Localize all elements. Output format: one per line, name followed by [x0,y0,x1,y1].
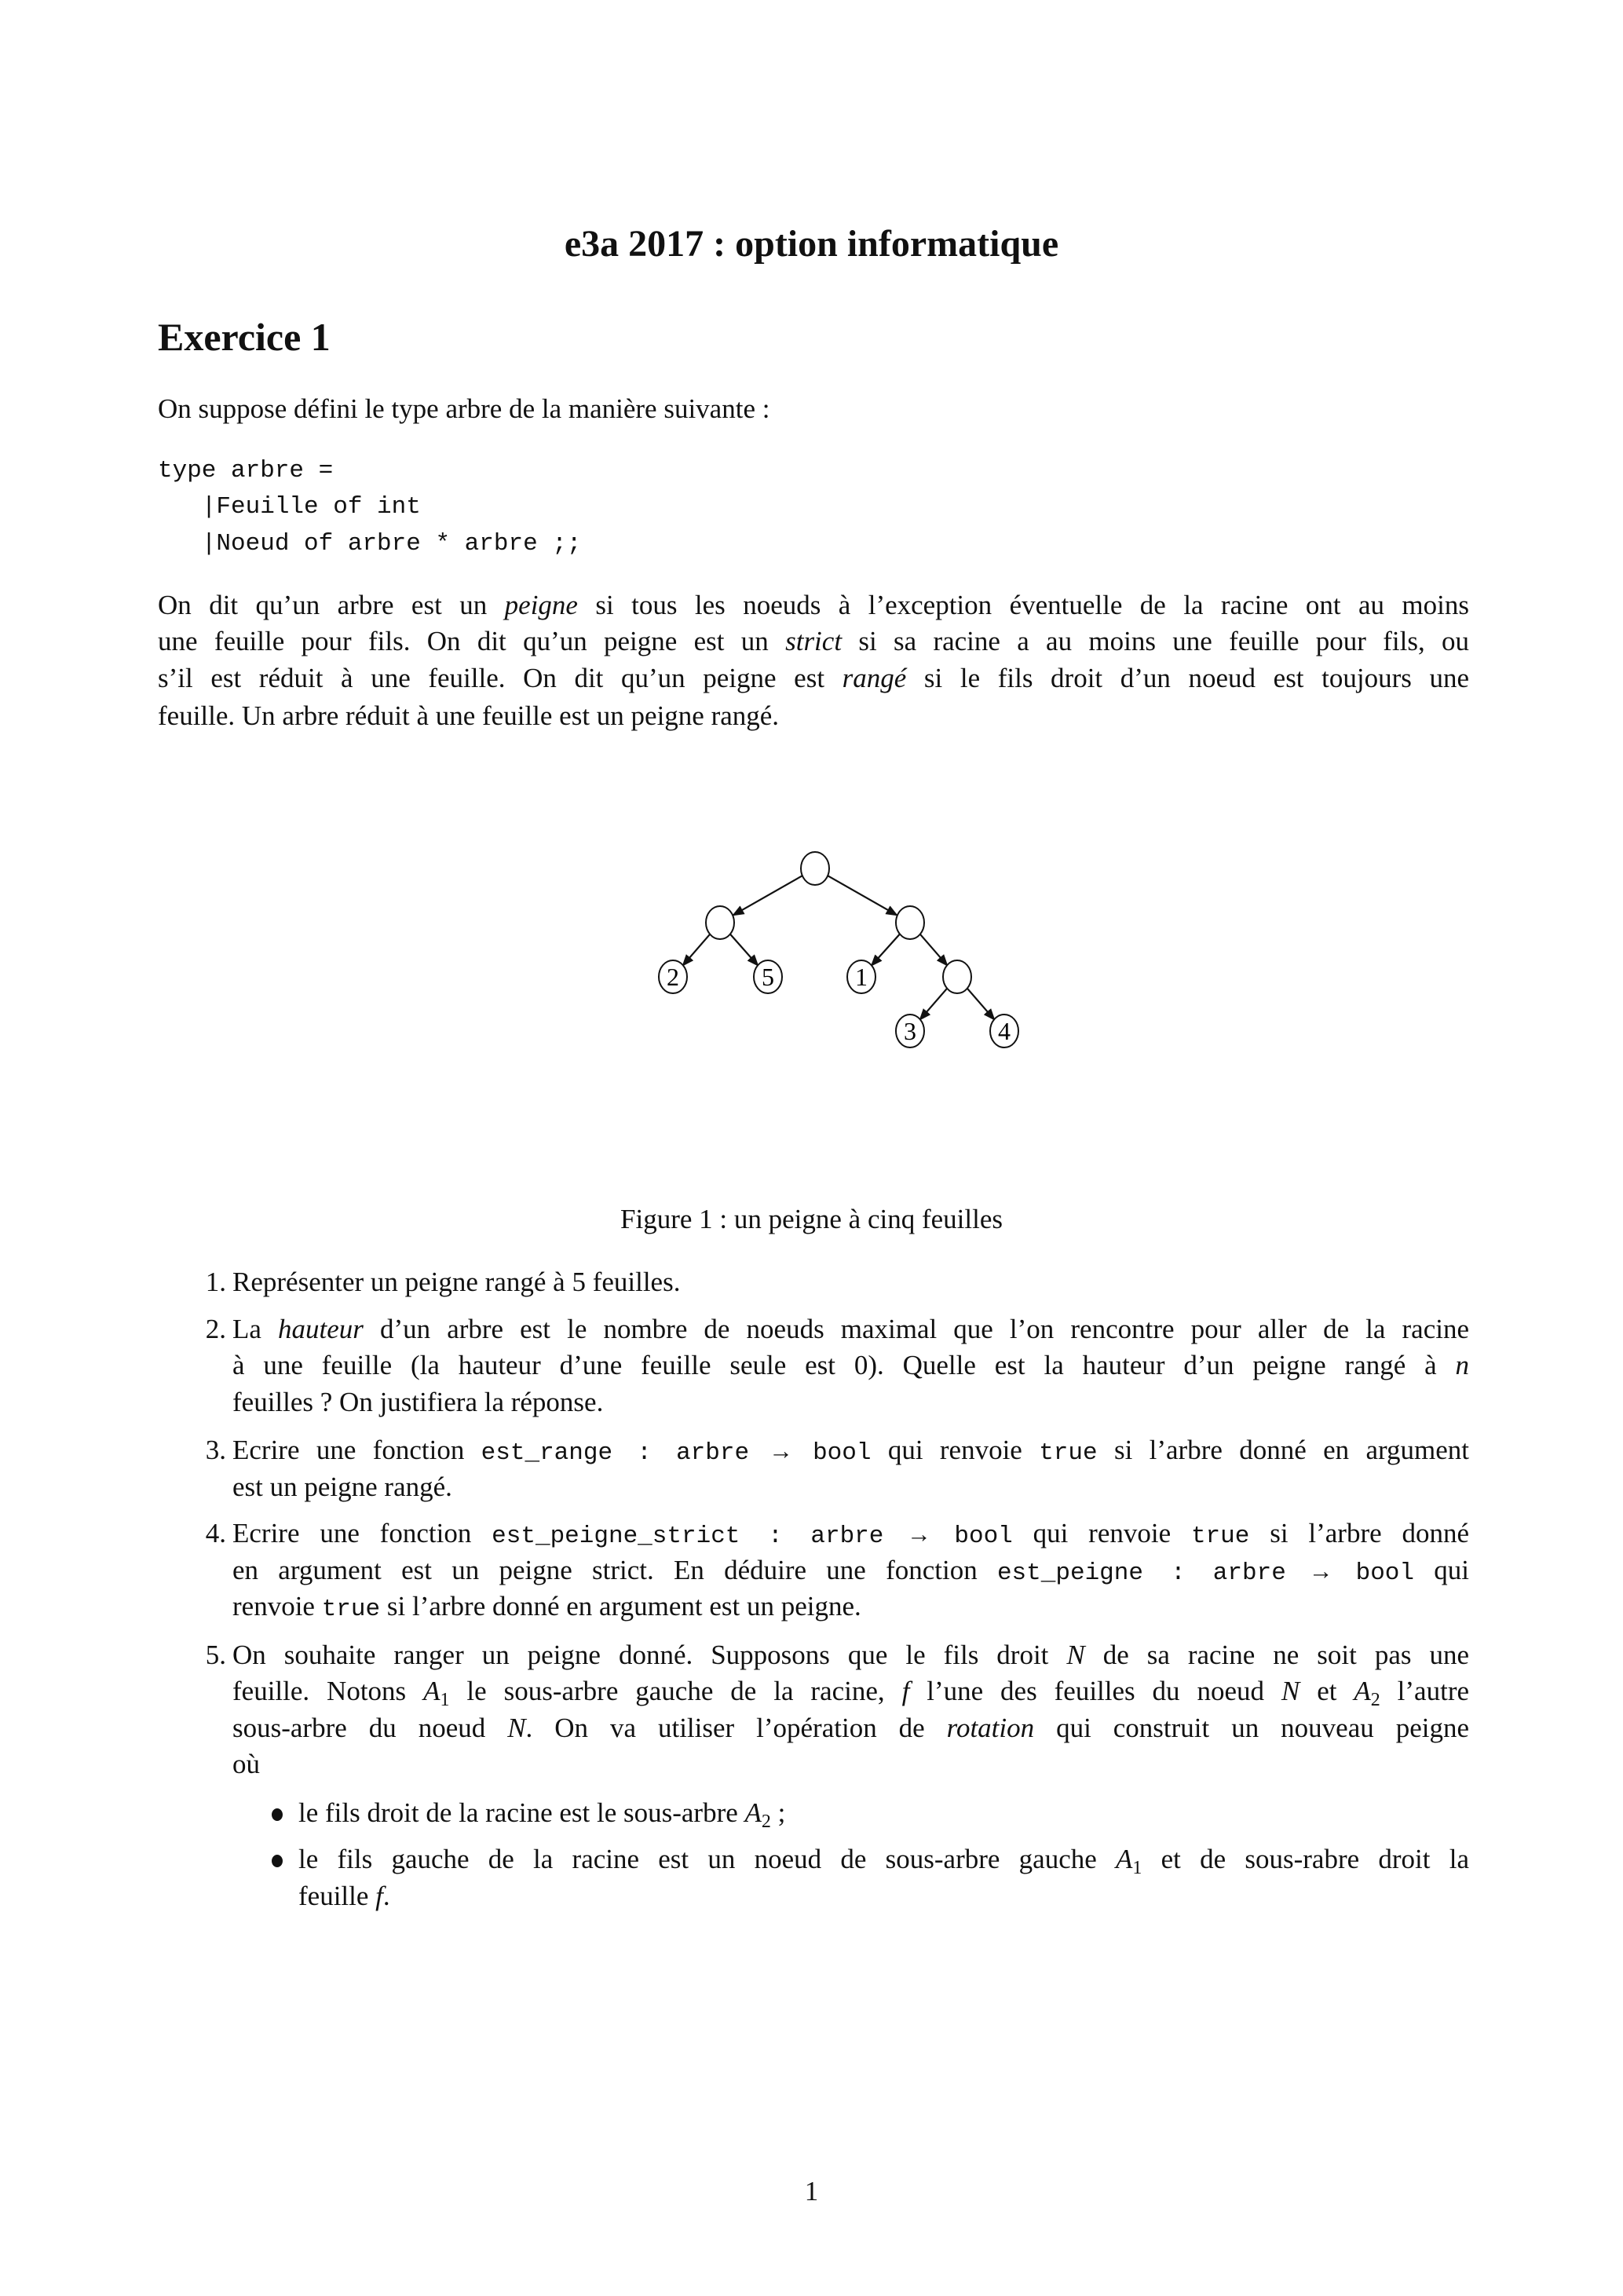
document-title: e3a 2017 : option informatique [564,223,1059,265]
text-span: qui construit un nouveau peigne [1034,1713,1469,1743]
text-span: si l’arbre donné en argument est un peigne. [380,1591,861,1621]
tree-edge-arrow [967,988,994,1019]
question-number: 4. [205,1518,226,1548]
leaf-label: 2 [667,963,679,991]
tree-edge-arrow [828,876,897,915]
text-span: l’une des feuilles du noeud [909,1676,1281,1706]
emphasis: A [744,1797,762,1828]
text-span: . On va utiliser l’opération de [525,1713,947,1743]
text-span: renvoie [232,1591,322,1621]
leaf-label: 3 [904,1017,916,1045]
text-line [298,1841,1469,1877]
text-line [232,1637,1469,1673]
text-line [232,1311,1469,1347]
tree-node [896,906,924,939]
text-span: le sous-arbre gauche de la racine, [449,1676,902,1706]
text-line [232,1432,1469,1468]
text-span: ; [770,1797,786,1828]
text-span: qui renvoie [1012,1518,1191,1548]
emphasis: N [1281,1676,1300,1706]
text-line [232,1746,1469,1782]
text-line [232,1384,1469,1420]
text-span: feuille. Notons [232,1676,424,1706]
text-line [232,1710,1469,1746]
text-span: une feuille pour fils. On dit qu’un peigne est un [158,626,786,656]
code-span: true [1039,1439,1098,1467]
emphasis: A [1354,1676,1371,1706]
emphasis: rotation [946,1713,1035,1743]
tree-node [943,960,971,993]
text-span: feuilles ? On justifiera la réponse. [232,1387,604,1417]
text-span: à une feuille (la hauteur d’une feuille seule est 0). Quelle est la hauteur d’un peigne rangé à [232,1350,1456,1380]
text-span: et de sous-rabre droit la [1142,1844,1469,1874]
text-line [232,1469,1469,1505]
question-number: 2. [205,1314,226,1344]
emphasis: rangé [842,663,907,693]
leaf-label: 5 [762,963,774,991]
text-span: d’un arbre est le nombre de noeuds maximal que l’on rencontre pour aller de la racine [363,1314,1469,1344]
text-span: où [232,1749,260,1779]
tree-edge-arrow [919,934,947,965]
bullet-icon [272,1808,283,1821]
text-span: si sa racine a au moins une feuille pour fils, ou [842,626,1469,656]
text-span: feuille [298,1881,376,1911]
code-span: est_range : arbre → bool [481,1439,872,1467]
tree-edge-arrow [919,988,947,1019]
text-line [298,1878,1469,1914]
tree-edge-arrow [682,934,710,965]
tree-edge-arrow [733,876,802,915]
text-span: de sa racine ne soit pas une [1084,1640,1469,1670]
text-span: La [232,1314,278,1344]
emphasis: A [423,1676,440,1706]
emphasis: peigne [504,590,578,620]
text-span: Ecrire une fonction [232,1435,481,1465]
text-span: sous-arbre du noeud [232,1713,508,1743]
text-line [232,1347,1469,1384]
text-line [232,1589,1469,1625]
text-span: . [382,1881,390,1911]
emphasis: f [375,1881,383,1911]
text-line [298,1795,1469,1831]
text-span: s’il est réduit à une feuille. On dit qu’un peigne est [158,663,843,693]
text-span: le fils gauche de la racine est un noeud de sous-arbre gauche [298,1844,1116,1874]
text-span: feuille. Un arbre réduit à une feuille est un peigne rangé. [158,700,780,731]
leaf-label: 1 [855,963,868,991]
code-span: est_peigne_strict : arbre → bool [492,1523,1013,1550]
subscript: 1 [440,1690,450,1710]
text-span: Ecrire une fonction [232,1518,492,1548]
text-span: si l’arbre donné [1249,1518,1470,1548]
text-line [232,1515,1469,1552]
text-span: qui [1414,1555,1470,1585]
question-number: 3. [205,1435,226,1465]
text-span: si l’arbre donné en argument [1097,1435,1470,1465]
text-span: si le fils droit d’un noeud est toujours une [906,663,1469,693]
text-line [232,1673,1469,1709]
tree-node [706,906,734,939]
question-number: 1. [205,1267,226,1297]
tree-edge-arrow [730,934,758,966]
emphasis: A [1116,1844,1133,1874]
tree-node [801,852,829,885]
question-number: 5. [205,1640,226,1670]
text-span: l’autre [1380,1676,1470,1706]
text-span: est un peigne rangé. [232,1472,452,1502]
page-number: 1 [804,2176,819,2206]
emphasis: strict [785,626,843,656]
tree-edge-arrow [872,934,901,966]
text-span: On souhaite ranger un peigne donné. Supposons que le fils droit [232,1640,1067,1670]
code-line: |Noeud of arbre * arbre ;; [158,530,582,558]
code-span: true [321,1596,381,1623]
text-line [232,1264,1469,1300]
text-span: Représenter un peigne rangé à 5 feuilles. [232,1267,681,1297]
text-span: On dit qu’un arbre est un [158,590,505,620]
subscript: 1 [1132,1858,1142,1878]
tree-figure [0,0,1623,1099]
text-span: si tous les noeuds à l’exception éventuelle de la racine ont au moins [577,590,1470,620]
section-heading: Exercice 1 [158,315,331,359]
emphasis: f [901,1676,910,1706]
subscript: 2 [761,1812,771,1832]
code-line: type arbre = [158,457,334,484]
emphasis: N [1066,1640,1085,1670]
code-span: true [1190,1523,1250,1550]
code-line: |Feuille of int [158,493,421,521]
bullet-icon [272,1855,283,1867]
emphasis: n [1455,1350,1469,1380]
intro-text: On suppose défini le type arbre de la manière suivante : [158,393,770,424]
text-span: en argument est un peigne strict. En déduire une fonction [232,1555,997,1585]
text-span: et [1299,1676,1354,1706]
figure-caption: Figure 1 : un peigne à cinq feuilles [620,1204,1003,1234]
text-span: le fils droit de la racine est le sous-arbre [298,1797,745,1828]
code-span: est_peigne : arbre → bool [996,1559,1415,1587]
text-line [232,1552,1469,1589]
leaf-label: 4 [998,1017,1011,1045]
subscript: 2 [1370,1690,1380,1710]
emphasis: N [507,1713,526,1743]
text-span: qui renvoie [871,1435,1040,1465]
emphasis: hauteur [278,1314,364,1344]
